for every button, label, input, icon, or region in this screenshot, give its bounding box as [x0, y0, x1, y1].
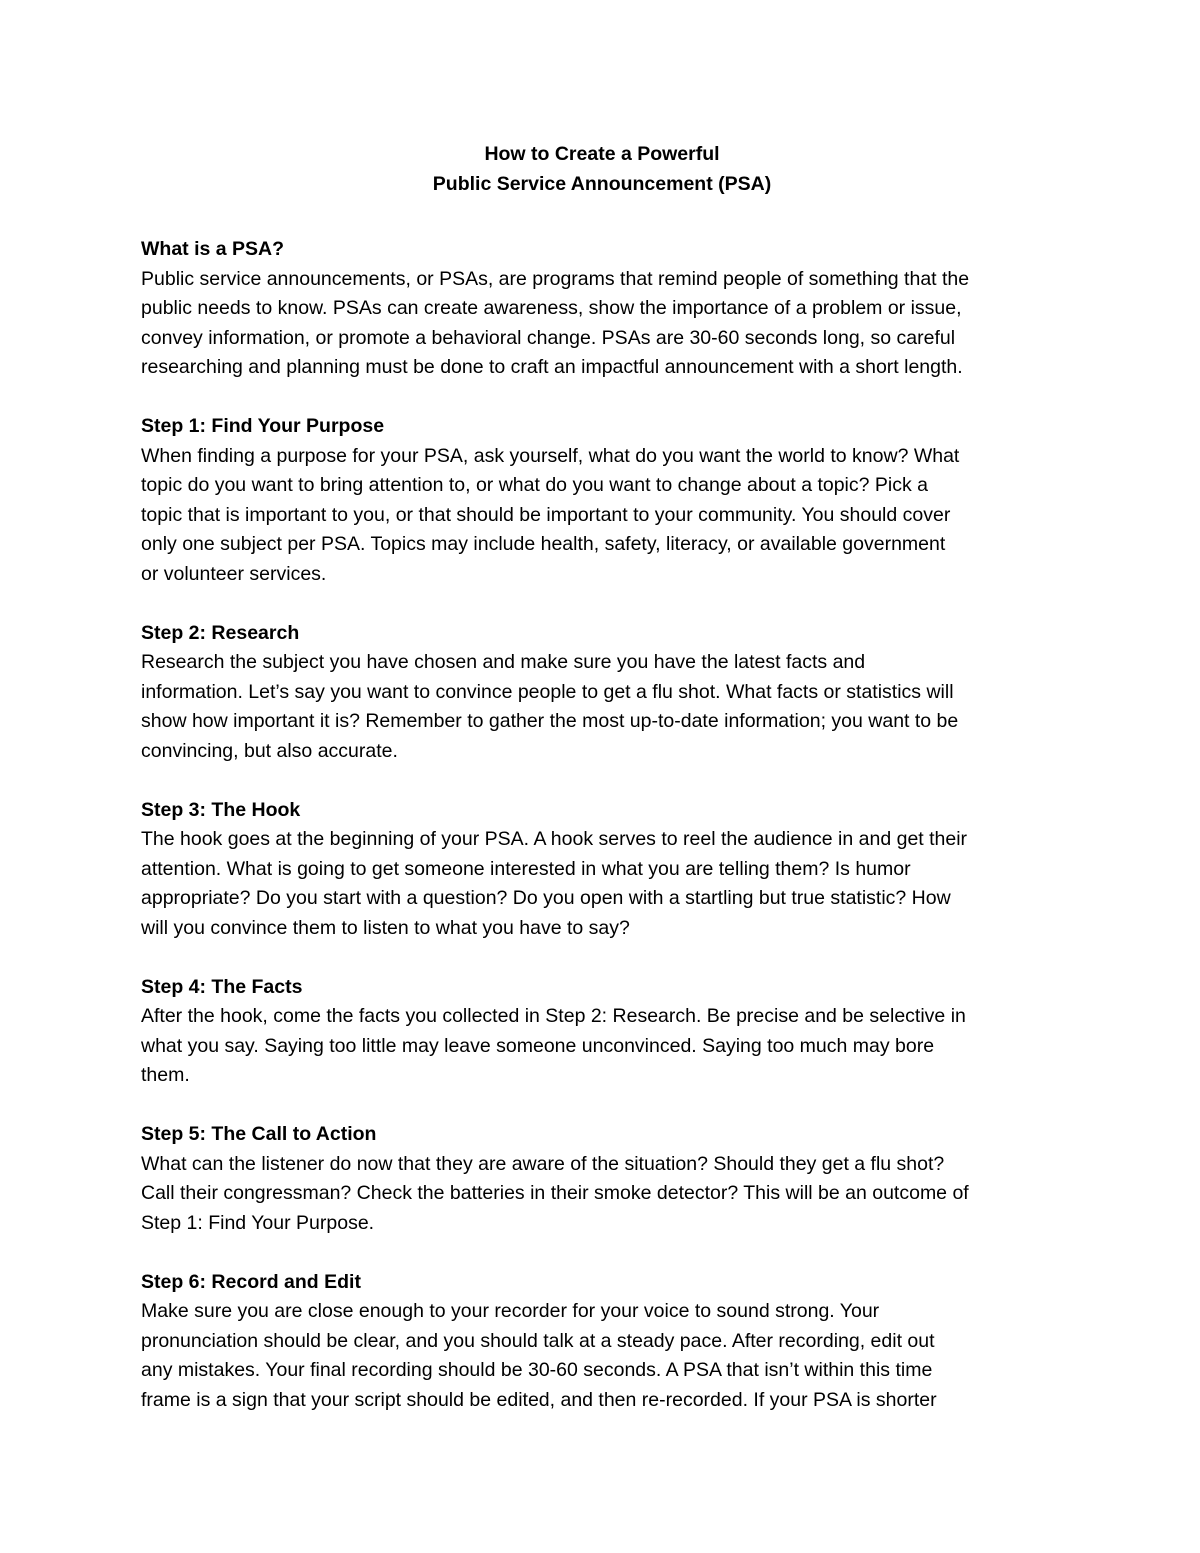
paragraph-line: frame is a sign that your script should be edited, and then re-recorded. If your PSA is shorter — [141, 1388, 937, 1411]
paragraph-line: Research the subject you have chosen and make sure you have the latest facts and — [141, 651, 866, 673]
section-heading: Step 5: The Call to Action — [141, 1123, 377, 1145]
paragraph-line: topic that is important to you, or that should be important to your community. You should cover — [141, 503, 951, 526]
section-heading: Step 1: Find Your Purpose — [141, 415, 385, 437]
paragraph-line: attention. What is going to get someone interested in what you are telling them? Is humor — [141, 857, 911, 880]
paragraph-line: convincing, but also accurate. — [141, 739, 398, 762]
paragraph-line: Call their congressman? Check the batteries in their smoke detector? This will be an outcome of — [141, 1182, 969, 1204]
title-line-1: How to Create a Powerful — [484, 143, 720, 165]
section-what-is-psa — [141, 235, 1063, 383]
paragraph-line: them. — [141, 1064, 190, 1086]
paragraph-line: When finding a purpose for your PSA, ask yourself, what do you want the world to know? What — [141, 444, 960, 467]
paragraph-line: Step 1: Find Your Purpose. — [141, 1211, 375, 1234]
paragraph-line: appropriate? Do you start with a question? Do you open with a startling but true statistic? How — [141, 887, 951, 909]
paragraph-line: Make sure you are close enough to your recorder for your voice to sound strong. Your — [141, 1300, 880, 1322]
paragraph-line: any mistakes. Your final recording should be 30-60 seconds. A PSA that isn’t within this time — [141, 1359, 933, 1381]
section-heading: Step 2: Research — [141, 621, 300, 644]
paragraph-line: information. Let’s say you want to convince people to get a flu shot. What facts or statistics will — [141, 680, 954, 703]
paragraph-line: what you say. Saying too little may leave someone unconvinced. Saying too much may bore — [141, 1034, 935, 1057]
paragraph-line: pronunciation should be clear, and you should talk at a steady pace. After recording, edit out — [141, 1329, 935, 1352]
paragraph-line: public needs to know. PSAs can create awareness, show the importance of a problem or issue, — [141, 297, 962, 319]
paragraph-line: After the hook, come the facts you collected in Step 2: Research. Be precise and be selective in — [141, 1005, 966, 1027]
section-step-4 — [141, 973, 1063, 1091]
section-step-2 — [141, 619, 1063, 767]
section-heading: Step 3: The Hook — [141, 798, 301, 821]
section-heading: Step 6: Record and Edit — [141, 1270, 361, 1293]
paragraph-line: researching and planning must be done to craft an impactful announcement with a short length. — [141, 356, 963, 378]
section-step-1 — [141, 412, 1063, 589]
paragraph-line: show how important it is? Remember to gather the most up-to-date information; you want to be — [141, 710, 959, 732]
paragraph-line: only one subject per PSA. Topics may include health, safety, literacy, or available government — [141, 533, 946, 555]
section-step-5 — [141, 1120, 1063, 1238]
paragraph-line: or volunteer services. — [141, 562, 327, 585]
paragraph-line: will you convince them to listen to what you have to say? — [141, 916, 630, 939]
document-title — [141, 140, 1063, 199]
paragraph-line: The hook goes at the beginning of your PSA. A hook serves to reel the audience in and get their — [141, 828, 968, 850]
paragraph-line: Public service announcements, or PSAs, are programs that remind people of something that the — [141, 267, 970, 290]
section-step-6 — [141, 1268, 1063, 1416]
section-heading: What is a PSA? — [141, 238, 285, 260]
paragraph-line: What can the listener do now that they are aware of the situation? Should they get a flu shot? — [141, 1152, 945, 1175]
title-line-2: Public Service Announcement (PSA) — [432, 172, 772, 195]
section-step-3 — [141, 796, 1063, 944]
paragraph-line: topic do you want to bring attention to, or what do you want to change about a topic? Pick a — [141, 474, 929, 496]
section-heading: Step 4: The Facts — [141, 975, 303, 998]
document-page — [141, 140, 1063, 1445]
paragraph-line: convey information, or promote a behavioral change. PSAs are 30-60 seconds long, so careful — [141, 326, 956, 349]
